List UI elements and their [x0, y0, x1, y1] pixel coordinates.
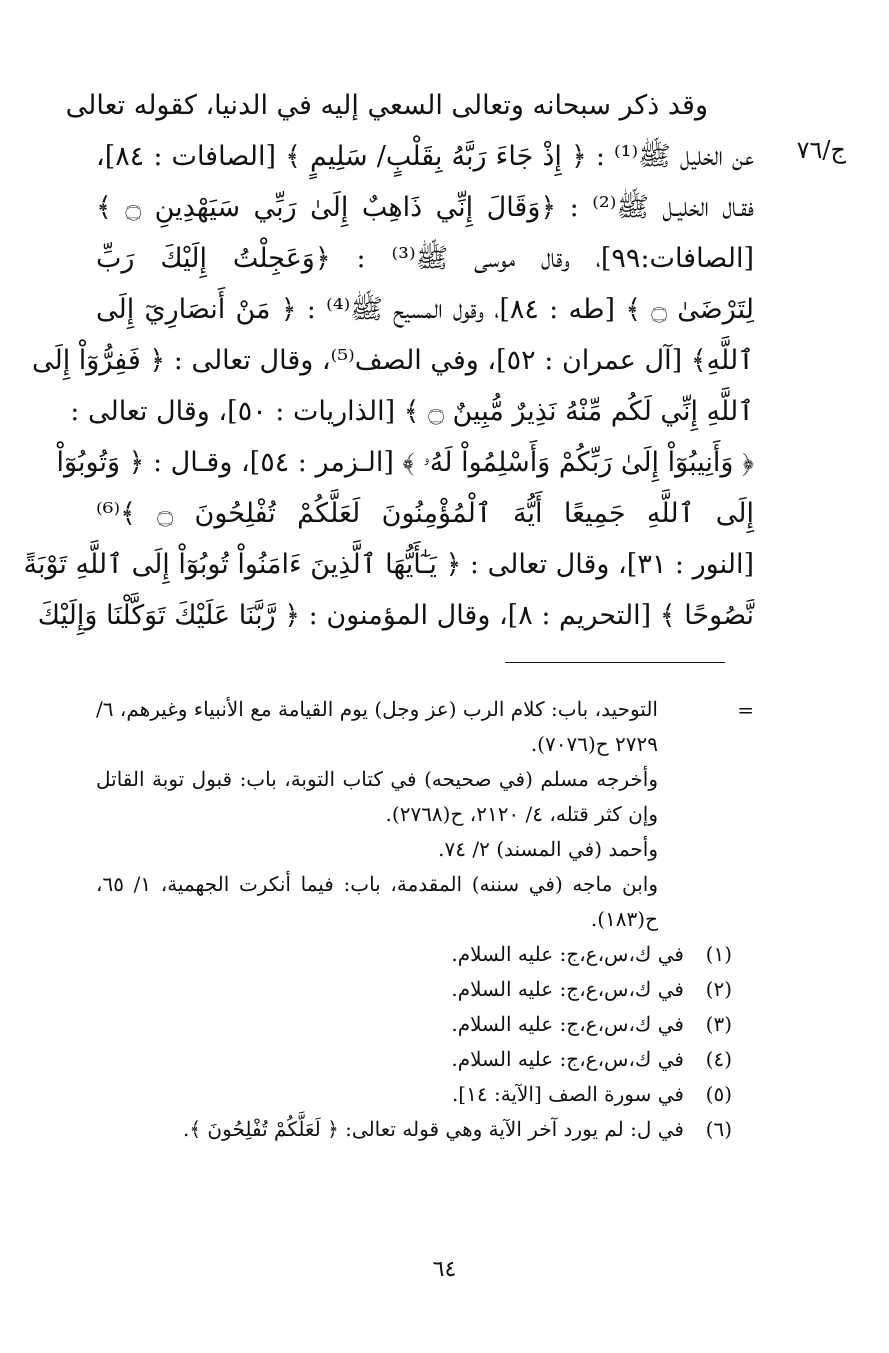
- note-paragraph: التوحيد، باب: كلام الرب (عز وجل) يوم القيامة مع الأنبياء وغيرهم، ٦/ ٢٧٢٩ ح(٧٠٧٦).: [96, 697, 658, 756]
- footnote-number: (٢): [705, 977, 732, 1001]
- page-number: ٦٤: [432, 1257, 457, 1282]
- footnote-item: [96, 1042, 754, 1077]
- main-text-line: عن الخليل ﷺ⁽¹⁾ : ﴿ إِذْ جَاءَ رَبَّهُ بِقَلْبٍ/ سَلِيمٍ ﴾ [الصافات : ٨٤]،: [96, 141, 754, 172]
- footnote-item: [96, 1112, 754, 1147]
- main-text-line: فقـال الخليـل ﷺ⁽²⁾ : ﴿وَقَالَ إِنِّي ذَاهِبٌ إِلَىٰ رَبِّي سَيَهْدِينِ ۝ ﴾: [96, 192, 755, 223]
- note-paragraph: وأخرجه مسلم (في صحيحه) في كتاب التوبة، باب: قبول توبة القاتل وإن كثر قتله، ٤/ ٢١٢٠، ح(٢٧٦٨).: [96, 767, 658, 826]
- continued-footnote: [96, 692, 754, 937]
- footnote-number: (٦): [705, 1117, 732, 1141]
- footnote-number: (٣): [705, 1012, 732, 1036]
- footnotes-section: [96, 692, 754, 1147]
- footnote-text: في ك،س،ع،ج: عليه السلام.: [451, 977, 684, 1001]
- main-text-line: ٱللَّهِ﴾ [آل عمران : ٥٢]، وفي الصف⁽⁵⁾، وقال تعالى : ﴿ فَفِرُّوٓاْ إِلَى: [31, 345, 754, 376]
- main-text-line: لِتَرْضَىٰ ۝ ﴾ [طه : ٨٤]، وقول المسيح ﷺ⁽⁴⁾ : ﴿ مَنْ أَنصَارِيٓ إِلَى: [96, 294, 755, 325]
- footnote-text: في ك،س،ع،ج: عليه السلام.: [451, 1012, 684, 1036]
- main-text-line: إِلَى ٱللَّهِ جَمِيعًا أَيُّهَ ٱلْمُؤْمِنُونَ لَعَلَّكُمْ تُفْلِحُونَ ۝ ﴾⁽⁶⁾: [96, 498, 754, 529]
- footnote-item: [96, 1077, 754, 1112]
- footnote-item: [96, 937, 754, 972]
- footnote-number: (١): [705, 942, 732, 966]
- footnote-number: (٤): [705, 1047, 732, 1071]
- footnote-item: [96, 1007, 754, 1042]
- footnote-separator: [505, 662, 725, 663]
- continuation-mark: =: [737, 698, 754, 722]
- footnote-text: في سورة الصف [الآية: ١٤].: [451, 1082, 684, 1106]
- footnote-text: في ك،س،ع،ج: عليه السلام.: [451, 1047, 684, 1071]
- footnote-text: في ك،س،ع،ج: عليه السلام.: [451, 942, 684, 966]
- main-text-line: [الصافات:٩٩]، وقال موسى ﷺ⁽³⁾ : ﴿وَعَجِلْتُ إِلَيْكَ رَبِّ: [96, 243, 754, 274]
- main-text-line: ٱللَّهِ إِنِّي لَكُم مِّنْهُ نَذِيرٌ مُّبِينٌ ۝ ﴾ [الذاريات : ٥٠]، وقال تعالى :: [70, 396, 754, 427]
- main-text-line: وقد ذكر سبحانه وتعالى السعي إليه في الدنيا، كقوله تعالى: [65, 90, 708, 121]
- footnote-item: [96, 972, 754, 1007]
- note-paragraph: وأحمد (في المسند) ٢/ ٧٤.: [438, 837, 658, 861]
- margin-reference: ج/٧٦: [796, 136, 846, 164]
- main-text: [23, 80, 755, 641]
- main-text-line: ﴿ وَأَنِيبُوٓاْ إِلَىٰ رَبِّكُمْ وَأَسْلِمُواْ لَهُۥ ﴾ [الـزمر : ٥٤]، وقـال : ﴿ وَتُوبُوٓاْ: [56, 447, 754, 478]
- footnote-text: في ل: لم يورد آخر الآية وهي قوله تعالى: ﴿ لَعَلَّكُمْ تُفْلِحُونَ ﴾.: [182, 1117, 684, 1141]
- note-paragraph: وابن ماجه (في سننه) المقدمة، باب: فيما أنكرت الجهمية، ١/ ٦٥، ح(١٨٣).: [96, 872, 658, 931]
- main-text-line: نَّصُوحًا ﴾ [التحريم : ٨]، وقال المؤمنون : ﴿ رَّبَّنَا عَلَيْكَ تَوَكَّلْنَا وَإِلَيْكَ: [37, 600, 754, 631]
- main-text-line: [النور : ٣١]، وقال تعالى : ﴿ يَـٰٓأَيُّهَا ٱلَّذِينَ ءَامَنُواْ تُوبُوٓاْ إِلَى ٱللَّهِ تَوْبَةً: [23, 549, 754, 580]
- footnote-number: (٥): [705, 1082, 732, 1106]
